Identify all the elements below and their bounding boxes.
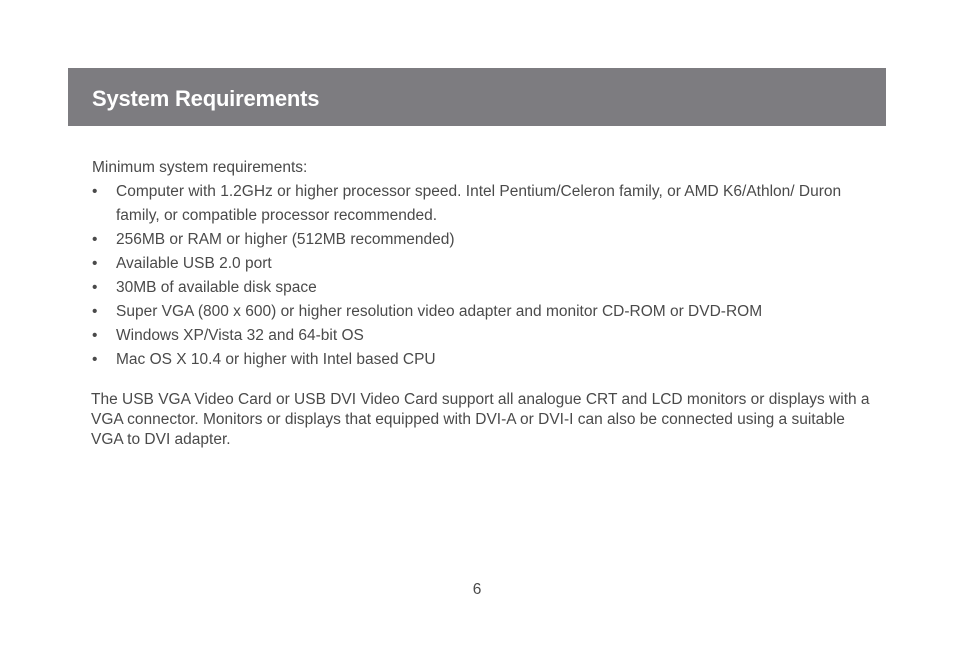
section-header-bar bbox=[68, 68, 886, 126]
bullet-icon: • bbox=[92, 183, 98, 200]
list-item-text: Computer with 1.2GHz or higher processor speed. Intel Pentium/Celeron family, or AMD K6/Athlon/ Duron family, or compatible processor recommended. bbox=[116, 183, 842, 224]
bullet-icon: • bbox=[92, 279, 98, 296]
requirements-list bbox=[92, 180, 882, 372]
list-item-text: 256MB or RAM or higher (512MB recommended) bbox=[116, 231, 455, 248]
requirements-intro: Minimum system requirements: bbox=[92, 159, 308, 176]
list-item bbox=[92, 324, 882, 348]
list-item-text: Mac OS X 10.4 or higher with Intel based CPU bbox=[116, 351, 436, 368]
page-number: 6 bbox=[472, 581, 482, 598]
list-item bbox=[92, 180, 882, 228]
list-item-text: Available USB 2.0 port bbox=[116, 255, 272, 272]
bullet-icon: • bbox=[92, 303, 98, 320]
list-item-text: Windows XP/Vista 32 and 64-bit OS bbox=[116, 327, 364, 344]
list-item bbox=[92, 348, 882, 372]
bullet-icon: • bbox=[92, 255, 98, 272]
requirements-section bbox=[92, 156, 882, 372]
compatibility-paragraph: The USB VGA Video Card or USB DVI Video Card support all analogue CRT and LCD monitors or displays with a VGA connector. Monitors or displays that equipped with DVI-A or DVI-I can also be connected using a suitable VGA to DVI adapter. bbox=[91, 391, 870, 448]
bullet-icon: • bbox=[92, 327, 98, 344]
list-item-text: 30MB of available disk space bbox=[116, 279, 317, 296]
list-item-text: Super VGA (800 x 600) or higher resolution video adapter and monitor CD-ROM or DVD-ROM bbox=[116, 303, 763, 320]
bullet-icon: • bbox=[92, 351, 98, 368]
list-item bbox=[92, 252, 882, 276]
list-item bbox=[92, 228, 882, 252]
bullet-icon: • bbox=[92, 231, 98, 248]
page-title: System Requirements bbox=[92, 85, 320, 111]
list-item bbox=[92, 276, 882, 300]
list-item bbox=[92, 300, 882, 324]
